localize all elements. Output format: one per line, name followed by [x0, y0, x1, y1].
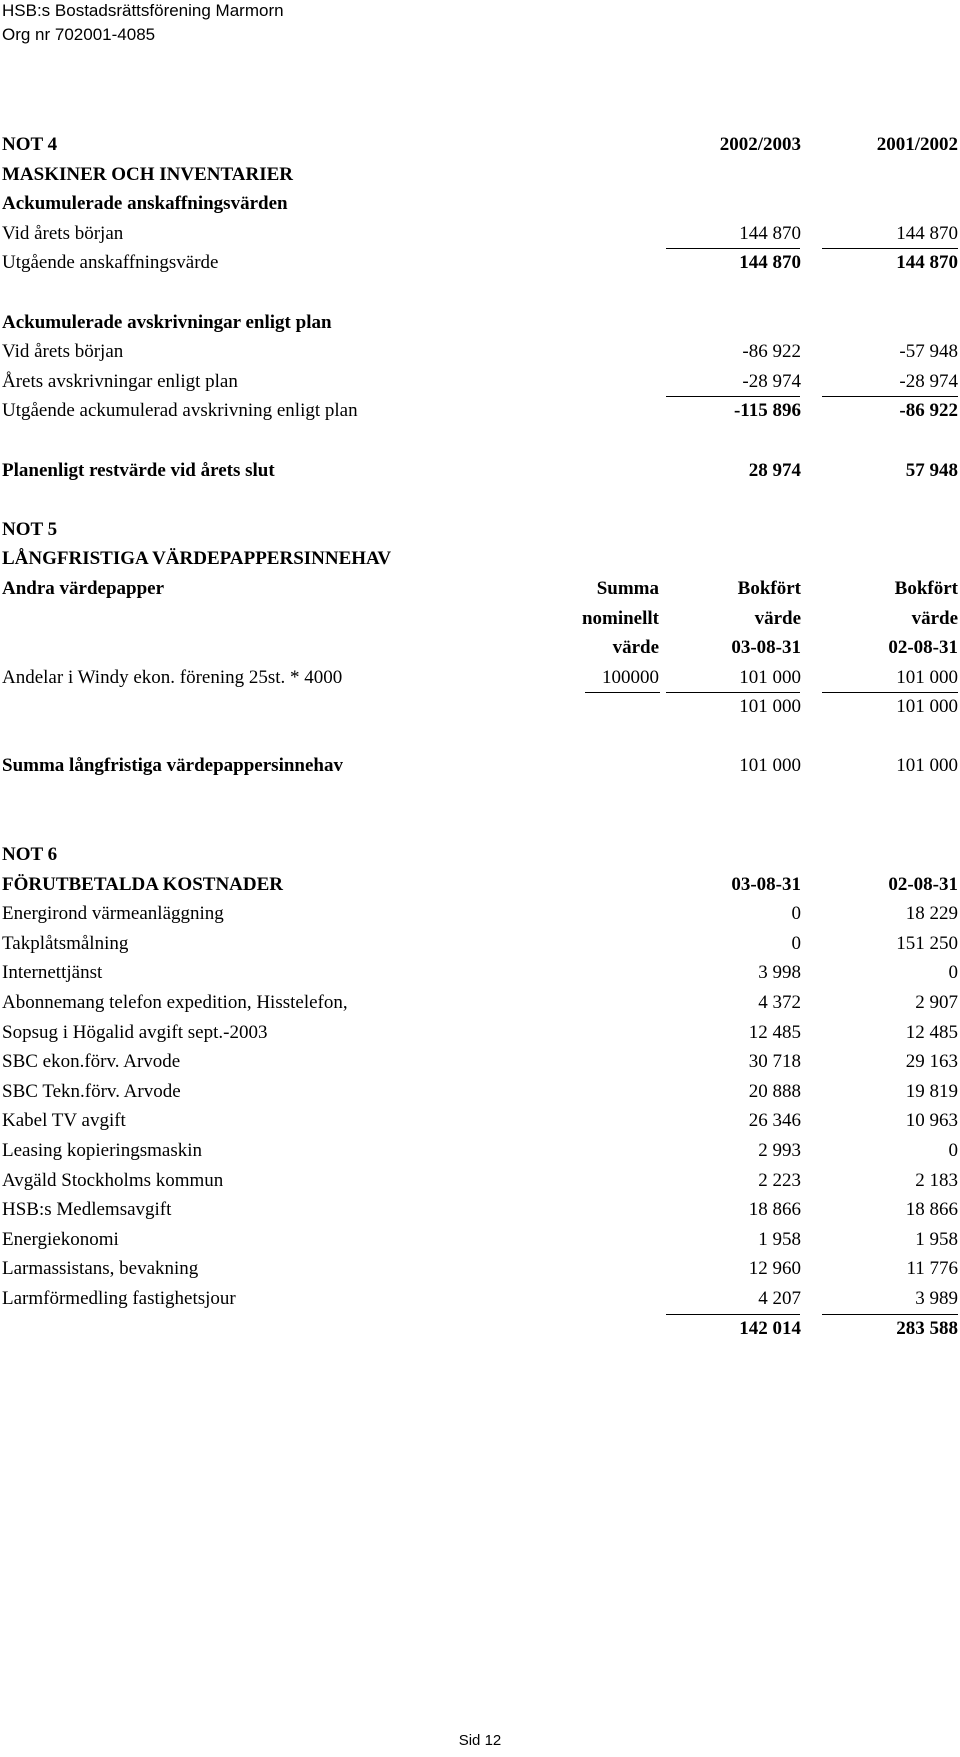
row-value-previous: 18 229: [905, 903, 958, 925]
not6-total-row: [0, 1315, 960, 1345]
not5-subtotal-row: [0, 693, 960, 723]
not6-heading: FÖRUTBETALDA KOSTNADER: [2, 873, 284, 895]
not4-year2: 2001/2002: [876, 134, 958, 155]
not5-header-row: [0, 605, 960, 635]
row-value-previous: 19 819: [905, 1080, 958, 1102]
notes-document: [0, 131, 960, 1344]
row-value-previous: -57 948: [899, 341, 958, 363]
col-header: Bokfört: [737, 577, 801, 599]
not4-title: NOT 4: [2, 134, 58, 155]
row-value-current: -86 922: [742, 341, 801, 363]
row-value-previous: 18 866: [905, 1199, 958, 1221]
not4-sub1: Ackumulerade anskaffningsvärden: [2, 193, 288, 215]
row-value-previous: 2 183: [915, 1169, 958, 1191]
not6-title-row: [0, 841, 960, 871]
org-number: Org nr 702001-4085: [2, 25, 156, 44]
row-value-previous: 2 907: [915, 992, 958, 1014]
not6-row: [0, 989, 960, 1019]
row-value-previous: 57 948: [905, 459, 958, 481]
not4-restvarde-row: [0, 457, 960, 487]
not6-row: [0, 1048, 960, 1078]
row-label: SBC ekon.förv. Arvode: [2, 1051, 181, 1073]
row-label: Larmförmedling fastighetsjour: [2, 1287, 236, 1309]
not6-row: [0, 1019, 960, 1049]
row-value-previous: -28 974: [899, 370, 958, 392]
not4-row: [0, 220, 960, 250]
not6-row: [0, 1226, 960, 1256]
row-value-current: 18 866: [748, 1199, 801, 1221]
not6-date2: 02-08-31: [888, 873, 958, 895]
not4-row: [0, 338, 960, 368]
row-label: Utgående anskaffningsvärde: [2, 252, 219, 274]
row-value-current: 2 993: [758, 1140, 801, 1161]
row-value-previous: -86 922: [899, 400, 958, 422]
row-label: Leasing kopieringsmaskin: [2, 1140, 202, 1161]
not5-total-row: [0, 752, 960, 782]
total-previous: 101 000: [896, 755, 958, 777]
col-header: nominellt: [581, 607, 659, 629]
row-value-current: 12 485: [748, 1021, 801, 1043]
org-name: HSB:s Bostadsrättsförening Marmorn: [2, 1, 284, 20]
row-value-current: 2 223: [758, 1169, 801, 1191]
col-header: värde: [754, 607, 801, 629]
row-value-current: 26 346: [748, 1110, 801, 1132]
subtotal-current: 101 000: [739, 696, 801, 718]
row-label: Andelar i Windy ekon. förening 25st. * 4000: [2, 666, 343, 688]
subtotal-previous: 101 000: [896, 696, 958, 718]
not5-header-row: [0, 575, 960, 605]
not4-sub2: Ackumulerade avskrivningar enligt plan: [2, 311, 332, 333]
row-label: Utgående ackumulerad avskrivning enligt plan: [2, 400, 358, 422]
not4-row: [0, 397, 960, 427]
not5-header-row: [0, 634, 960, 664]
row-label: Abonnemang telefon expedition, Hisstelefon,: [2, 992, 348, 1014]
row-label: Vid årets början: [2, 341, 124, 363]
row-value-previous: 144 870: [896, 222, 958, 244]
col-header: Summa: [596, 577, 659, 599]
row-value-current: 101 000: [739, 666, 801, 688]
not6-row: [0, 900, 960, 930]
not4-heading: MASKINER OCH INVENTARIER: [2, 163, 294, 185]
row-value-current: 0: [791, 903, 801, 925]
row-label: Internettjänst: [2, 962, 103, 984]
not5-sub: Andra värdepapper: [2, 577, 165, 599]
not6-title: NOT 6: [2, 844, 58, 866]
not5-heading: LÅNGFRISTIGA VÄRDEPAPPERSINNEHAV: [2, 548, 392, 570]
col-header: värde: [911, 607, 958, 629]
row-value-previous: 151 250: [896, 932, 958, 954]
row-label: SBC Tekn.förv. Arvode: [2, 1080, 181, 1102]
row-label: Vid årets början: [2, 222, 124, 244]
not6-row: [0, 1137, 960, 1167]
not5-title-row: [0, 516, 960, 546]
not4-heading-row: [0, 161, 960, 191]
row-label: Kabel TV avgift: [2, 1110, 126, 1132]
row-value-previous: 0: [948, 962, 958, 984]
row-value-current: 0: [791, 932, 801, 954]
not6-row: [0, 959, 960, 989]
row-value-current: 1 958: [758, 1228, 801, 1250]
not6-row: [0, 1285, 960, 1315]
not4-row: [0, 249, 960, 279]
not6-heading-row: [0, 871, 960, 901]
not5-row: [0, 664, 960, 694]
row-value-current: 20 888: [748, 1080, 801, 1102]
not4-year1: 2002/2003: [719, 134, 801, 155]
row-value-current: 12 960: [748, 1258, 801, 1280]
col-header: värde: [612, 637, 659, 659]
not4-sub1-row: [0, 190, 960, 220]
row-value-current: -28 974: [742, 370, 801, 392]
not4-row: [0, 368, 960, 398]
not5-title: NOT 5: [2, 518, 58, 540]
not4-title-row: [0, 131, 960, 161]
not5-heading-row: [0, 545, 960, 575]
row-value-previous: 1 958: [915, 1228, 958, 1250]
row-label: Takplåtsmålning: [2, 932, 129, 954]
row-label: Avgäld Stockholms kommun: [2, 1169, 224, 1191]
row-value-previous: 144 870: [896, 252, 958, 274]
col-header: 03-08-31: [731, 637, 801, 659]
row-value-current: 4 372: [758, 992, 801, 1014]
row-value-current: 144 870: [739, 252, 801, 274]
not6-row: [0, 1167, 960, 1197]
not6-row: [0, 930, 960, 960]
row-label: Energiekonomi: [2, 1228, 119, 1250]
row-value-previous: 11 776: [906, 1258, 958, 1280]
total-current: 142 014: [739, 1317, 801, 1339]
row-value-previous: 29 163: [905, 1051, 958, 1073]
not6-date1: 03-08-31: [731, 873, 801, 895]
not6-row: [0, 1107, 960, 1137]
row-label: Sopsug i Högalid avgift sept.-2003: [2, 1021, 268, 1043]
not6-row: [0, 1196, 960, 1226]
row-value-previous: 12 485: [905, 1021, 958, 1043]
row-value-previous: 0: [948, 1140, 958, 1161]
row-label: Planenligt restvärde vid årets slut: [2, 459, 275, 481]
row-value-previous: 3 989: [915, 1287, 958, 1309]
row-label: HSB:s Medlemsavgift: [2, 1199, 172, 1221]
row-label: Summa långfristiga värdepappersinnehav: [2, 755, 343, 777]
row-value-current: 144 870: [739, 222, 801, 244]
row-label: Årets avskrivningar enligt plan: [2, 370, 238, 392]
row-value-nominal: 100000: [602, 666, 659, 688]
row-value-previous: 10 963: [905, 1110, 958, 1132]
row-label: Energirond värmeanläggning: [2, 903, 224, 925]
col-header: Bokfört: [894, 577, 958, 599]
not6-row: [0, 1255, 960, 1285]
not6-row: [0, 1078, 960, 1108]
total-current: 101 000: [739, 755, 801, 777]
row-label: Larmassistans, bevakning: [2, 1258, 199, 1280]
row-value-current: 4 207: [758, 1287, 801, 1309]
not4-sub2-row: [0, 309, 960, 339]
row-value-current: 30 718: [748, 1051, 801, 1073]
row-value-previous: 101 000: [896, 666, 958, 688]
col-header: 02-08-31: [888, 637, 958, 659]
page-number: Sid 12: [458, 1732, 502, 1749]
row-value-current: 3 998: [758, 962, 801, 984]
row-value-current: 28 974: [748, 459, 801, 481]
total-previous: 283 588: [896, 1317, 958, 1339]
row-value-current: -115 896: [733, 400, 801, 422]
